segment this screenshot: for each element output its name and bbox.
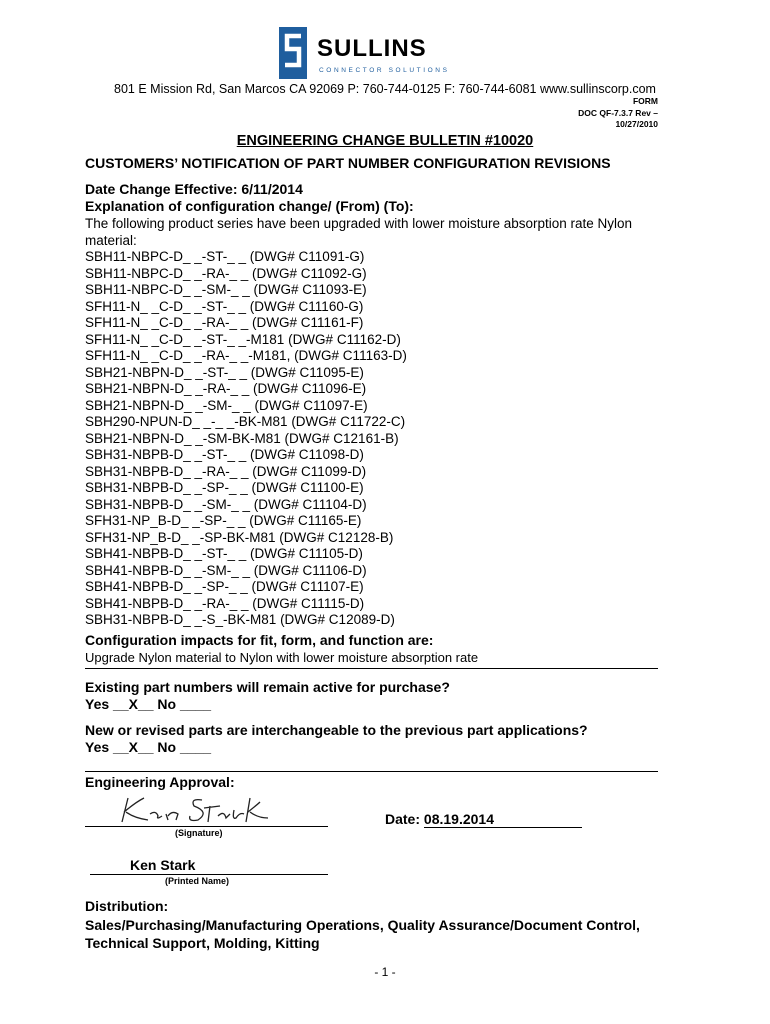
part-list-item: SBH31-NBPB-D_ _-SP-_ _ (DWG# C11100-E) [85, 480, 364, 495]
part-list-item: SBH41-NBPB-D_ _-SP-_ _ (DWG# C11107-E) [85, 579, 364, 594]
part-list-item: SFH31-NP_B-D_ _-SP-_ _ (DWG# C11165-E) [85, 513, 362, 528]
sullins-logo-icon [279, 27, 307, 79]
printed-name: Ken Stark [130, 857, 196, 873]
question-answer: Yes __X__ No ____ [85, 739, 212, 755]
logo-subtitle: CONNECTOR SOLUTIONS [319, 67, 450, 74]
part-list-item: SBH41-NBPB-D_ _-RA-_ _ (DWG# C11115-D) [85, 595, 365, 611]
distribution-text: Sales/Purchasing/Manufacturing Operations, Quality Assurance/Document Control, Technical Support, Molding, Kitting [85, 917, 640, 951]
question-interchangeable [85, 722, 588, 756]
date-value: 08.19.2014 [424, 811, 582, 828]
part-list-item: SBH31-NBPB-D_ _-SM-_ _ (DWG# C11104-D) [85, 496, 367, 512]
question-text: New or revised parts are interchangeable to the previous part applications? [85, 722, 588, 738]
part-list-item: SBH41-NBPB-D_ _-SM-_ _ (DWG# C11106-D) [85, 562, 367, 578]
part-list-item: SBH21-NBPN-D_ _-SM-BK-M81 (DWG# C12161-B) [85, 430, 399, 446]
approval-date [385, 811, 582, 827]
company-logo [279, 27, 459, 79]
part-list-item: SBH21-NBPN-D_ _-ST-_ _ (DWG# C11095-E) [85, 364, 364, 380]
part-list [85, 249, 407, 629]
logo-text: SULLINS [317, 35, 427, 62]
part-list-item: SFH11-N_ _C-D_ _-ST-_ _-M181 (DWG# C11162-D) [85, 331, 401, 347]
bulletin-title: ENGINEERING CHANGE BULLETIN #10020 [236, 133, 534, 149]
divider [85, 668, 658, 669]
part-list-item: SFH11-N_ _C-D_ _-ST-_ _ (DWG# C11160-G) [85, 298, 364, 314]
signature-label: (Signature) [175, 828, 223, 838]
company-address: 801 E Mission Rd, San Marcos CA 92069 P: 760-744-0125 F: 760-744-6081 www.sullinscorp.com [114, 82, 656, 96]
explanation-heading: Explanation of configuration change/ (From) (To): [85, 198, 414, 214]
printed-name-label: (Printed Name) [165, 876, 230, 886]
question-text: Existing part numbers will remain active for purchase? [85, 679, 450, 695]
effective-date: Date Change Effective: 6/11/2014 [85, 181, 303, 197]
form-date: 10/27/2010 [615, 119, 658, 129]
distribution-heading: Distribution: [85, 898, 169, 914]
explanation-text: The following product series have been upgraded with lower moisture absorption rate Nylon material: [85, 216, 633, 248]
form-doc-number: DOC QF-7.3.7 Rev – [578, 107, 658, 118]
form-header [578, 96, 658, 131]
approval-heading: Engineering Approval: [85, 774, 235, 790]
part-list-item: SBH290-NPUN-D_ _-_ _-BK-M81 (DWG# C11722-C) [85, 414, 406, 429]
part-list-item: SBH21-NBPN-D_ _-RA-_ _ (DWG# C11096-E) [85, 381, 367, 396]
part-list-item: SFH11-N_ _C-D_ _-RA-_ _-M181, (DWG# C11163-D) [85, 348, 407, 363]
question-answer: Yes __X__ No ____ [85, 696, 212, 712]
part-list-item: SBH41-NBPB-D_ _-ST-_ _ (DWG# C11105-D) [85, 546, 363, 561]
page-number: - 1 - [374, 965, 396, 979]
handwritten-signature [110, 792, 280, 828]
part-list-item: SBH11-NBPC-D_ _-RA-_ _ (DWG# C11092-G) [85, 265, 367, 281]
configuration-heading: Configuration impacts for fit, form, and function are: [85, 632, 434, 648]
signature-line [85, 826, 328, 827]
date-label: Date: [385, 811, 424, 827]
part-list-item: SBH21-NBPN-D_ _-SM-_ _ (DWG# C11097-E) [85, 397, 368, 413]
part-list-item: SBH31-NBPB-D_ _-ST-_ _ (DWG# C11098-D) [85, 447, 364, 462]
configuration-text: Upgrade Nylon material to Nylon with lower moisture absorption rate [85, 650, 479, 665]
printed-name-line [90, 874, 328, 875]
form-label: FORM [632, 96, 658, 106]
notification-title: CUSTOMERS’ NOTIFICATION OF PART NUMBER CONFIGURATION REVISIONS [85, 155, 611, 171]
part-list-item: SFH11-N_ _C-D_ _-RA-_ _ (DWG# C11161-F) [85, 315, 364, 330]
part-list-item: SBH31-NBPB-D_ _-S_-BK-M81 (DWG# C12089-D) [85, 612, 395, 627]
part-list-item: SFH31-NP_B-D_ _-SP-BK-M81 (DWG# C12128-B) [85, 529, 394, 545]
divider [85, 771, 658, 772]
part-list-item: SBH11-NBPC-D_ _-ST-_ _ (DWG# C11091-G) [85, 249, 365, 264]
part-list-item: SBH31-NBPB-D_ _-RA-_ _ (DWG# C11099-D) [85, 463, 367, 479]
question-active-purchase [85, 679, 450, 713]
part-list-item: SBH11-NBPC-D_ _-SM-_ _ (DWG# C11093-E) [85, 282, 367, 297]
